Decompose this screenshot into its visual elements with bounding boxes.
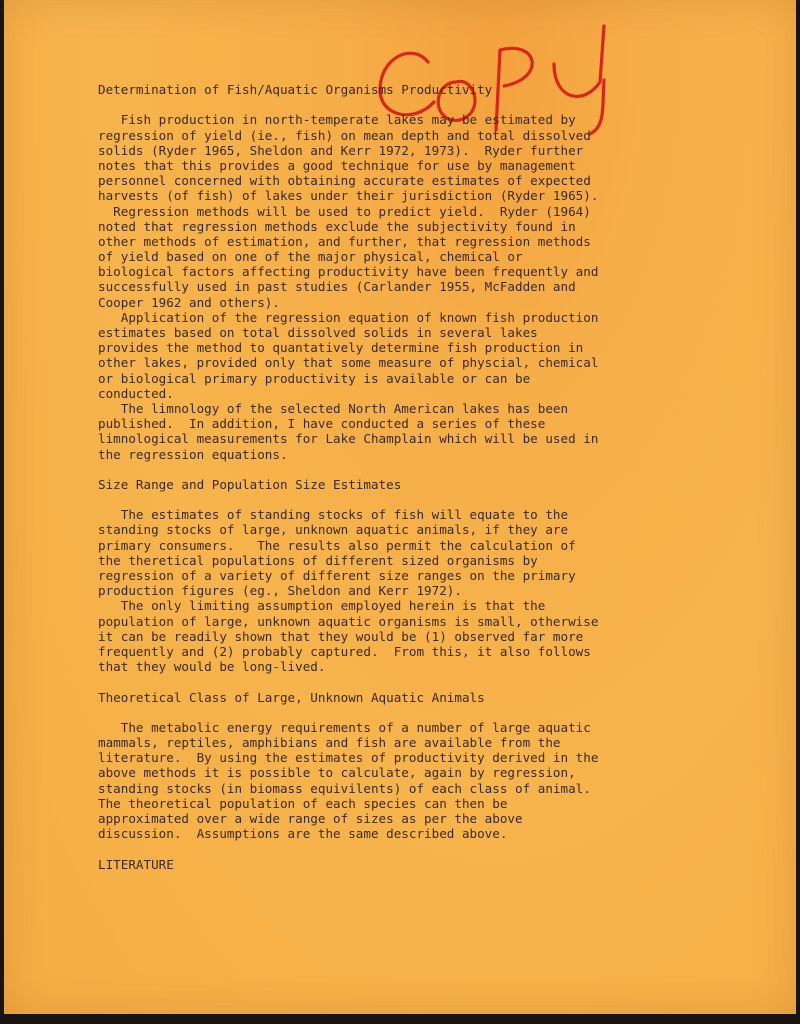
text-line: mammals, reptiles, amphibians and fish are available from the xyxy=(98,735,561,751)
text-line: above methods it is possible to calculate, again by regression, xyxy=(98,765,576,781)
text-line: successfully used in past studies (Carlander 1955, McFadden and xyxy=(98,279,576,295)
text-line: that they would be long-lived. xyxy=(98,659,326,675)
text-line: regression of a variety of different size ranges on the primary xyxy=(98,568,576,583)
text-line: harvests (of fish) of lakes under their jurisdiction (Ryder 1965). xyxy=(98,188,599,204)
document-body xyxy=(98,82,738,872)
text-line: The theoretical population of each species can then be xyxy=(98,795,508,811)
text-line: regression of yield (ie., fish) on mean depth and total dissolved xyxy=(98,127,591,143)
text-line: conducted. xyxy=(98,385,174,401)
text-line: standing stocks of large, unknown aquatic animals, if they are xyxy=(98,522,569,538)
text-line: other lakes, provided only that some measure of physcial, chemical xyxy=(98,355,599,371)
text-line: biological factors affecting productivity have been frequently and xyxy=(98,264,599,280)
text-line: approximated over a wide range of sizes as per the above xyxy=(98,811,523,826)
text-line: the theretical populations of different sized organisms by xyxy=(98,552,538,568)
text-line: the regression equations. xyxy=(98,446,288,462)
text-line: Fish production in north-temperate lakes may be estimated by xyxy=(98,112,576,128)
text-line: frequently and (2) probably captured. From this, it also follows xyxy=(98,643,591,659)
text-line: limnological measurements for Lake Champlain which will be used in xyxy=(98,431,599,447)
text-line: The only limiting assumption employed herein is that the xyxy=(98,598,546,614)
paragraph-productivity xyxy=(98,112,738,461)
section-heading: Theoretical Class of Large, Unknown Aquatic Animals xyxy=(98,689,485,705)
section-heading: Size Range and Population Size Estimates xyxy=(98,476,402,492)
text-line: provides the method to quantatively determine fish production in xyxy=(98,340,584,356)
text-line: The estimates of standing stocks of fish will equate to the xyxy=(98,507,569,523)
text-line: published. In addition, I have conducted a series of these xyxy=(98,416,546,432)
text-line: population of large, unknown aquatic organisms is small, otherwise xyxy=(98,613,599,629)
section-heading: Determination of Fish/Aquatic Organisms Productivity xyxy=(98,82,493,97)
text-line: solids (Ryder 1965, Sheldon and Kerr 1972, 1973). Ryder further xyxy=(98,142,584,158)
text-line: noted that regression methods exclude the subjectivity found in xyxy=(98,218,576,234)
text-line: Cooper 1962 and others). xyxy=(98,294,280,310)
text-line: primary consumers. The results also permit the calculation of xyxy=(98,537,576,553)
text-line: The metabolic energy requirements of a number of large aquatic xyxy=(98,719,591,735)
text-line: or biological primary productivity is available or can be xyxy=(98,370,531,386)
text-line: Application of the regression equation of known fish production xyxy=(98,309,599,325)
section-heading: LITERATURE xyxy=(98,856,174,872)
text-line: The limnology of the selected North American lakes has been xyxy=(98,400,569,416)
text-line: Regression methods will be used to predict yield. Ryder (1964) xyxy=(98,203,591,219)
text-line: discussion. Assumptions are the same described above. xyxy=(98,826,508,842)
text-line: estimates based on total dissolved solids in several lakes xyxy=(98,325,538,340)
text-line: personnel concerned with obtaining accurate estimates of expected xyxy=(98,173,591,189)
text-line: literature. By using the estimates of productivity derived in the xyxy=(98,750,599,766)
paragraph-size-range xyxy=(98,507,738,674)
paragraph-theoretical-class xyxy=(98,720,738,842)
text-line: of yield based on one of the major physical, chemical or xyxy=(98,249,523,265)
text-line: it can be readily shown that they would be (1) observed far more xyxy=(98,628,584,644)
text-line: standing stocks (in biomass equivilents) of each class of animal. xyxy=(98,780,591,796)
text-line: notes that this provides a good technique for use by management xyxy=(98,157,576,173)
text-line: other methods of estimation, and further, that regression methods xyxy=(98,233,591,249)
text-line: production figures (eg., Sheldon and Kerr 1972). xyxy=(98,583,462,599)
